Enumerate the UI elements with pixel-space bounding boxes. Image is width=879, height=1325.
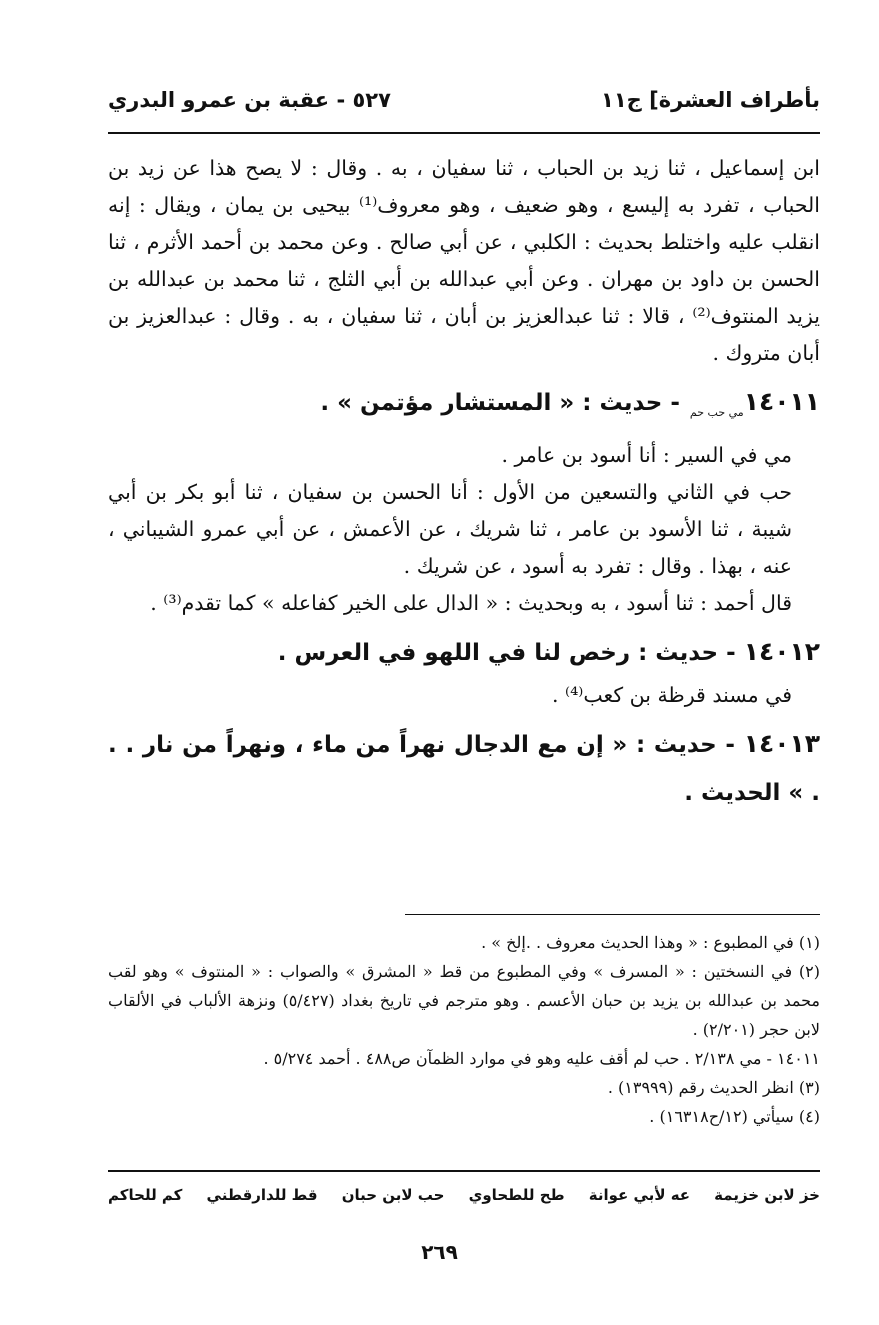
main-text bbox=[108, 150, 820, 817]
hadith-heading-14012 bbox=[108, 628, 820, 677]
hadith-heading-14013 bbox=[108, 720, 820, 817]
hadith-title: - حديث : رخص لنا في اللهو في العرس . bbox=[277, 639, 736, 666]
paragraph-qurza: في مسند قرظة بن كعب⁽⁴⁾ . bbox=[551, 682, 792, 707]
paragraph-isnad-continuation: ابن إسماعيل ، ثنا زيد بن الحباب ، ثنا سفيان ، به . وقال : لا يصح هذا عن زيد بن الحباب ، تفرد به إليسع ، وهو ضعيف ، وهو معروف⁽¹⁾ بيحيى بن يمان ، ويقال : إنه انقلب عليه واختلط بحديث : الكلبي ، عن أبي صالح . وعن محمد بن أحمد الأثرم ، ثنا الحسن بن داود بن مهران . وعن أبي عبدالله بن أبي الثلج ، ثنا محمد بن عبدالله بن يزيد المنتوف⁽²⁾ ، قالا : ثنا عبدالعزيز بن أبان ، ثنا سفيان ، به . وقال : عبدالعزيز بن أبان متروك . bbox=[108, 156, 820, 365]
paragraph-ahmad: قال أحمد : ثنا أسود ، به وبحديث : « الدال على الخير كفاعله » كما تقدم⁽³⁾ . bbox=[150, 590, 792, 615]
legend-item: حب لابن حبان bbox=[341, 1186, 445, 1204]
abbreviation-legend bbox=[108, 1186, 820, 1204]
legend-item: طح للطحاوي bbox=[468, 1186, 565, 1204]
hadith-number: ١٤٠١٣ bbox=[743, 728, 820, 758]
footnotes bbox=[108, 928, 820, 1131]
header-volume: بأطراف العشرة] ج١١ bbox=[601, 88, 820, 112]
footnote-2: (٢) في النسختين : « المسرف » وفي المطبوع من قط « المشرق » والصواب : « المنتوف » وهو لقب محمد بن عبدالله بن يزيد بن حبان الأعسم . وهو مترجم في تاريخ بغداد (٥/٤٢٧) ونزهة الألباب في الألقاب لابن حجر (٢/٢٠١) . bbox=[108, 962, 820, 1039]
legend-item: خز لابن خزيمة bbox=[714, 1186, 820, 1204]
legend-item: عه لأبي عوانة bbox=[588, 1186, 691, 1204]
footnote-4: (٤) سيأتي (١٢/ح١٦٣١٨) . bbox=[649, 1107, 820, 1126]
legend-item: كم للحاكم bbox=[108, 1186, 183, 1204]
hadith-title: - حديث : « المستشار مؤتمن » . bbox=[320, 390, 680, 416]
paragraph-hb: حب في الثاني والتسعين من الأول : أنا الحسن بن سفيان ، ثنا أبو بكر بن أبي شيبة ، ثنا الأسود بن عامر ، ثنا شريك ، عن الأعمش ، عن أبي عمرو الشيباني ، عنه ، بهذا . وقال : تفرد به أسود ، عن شريك . bbox=[108, 479, 792, 578]
hadith-sigla: مي حب حم bbox=[689, 405, 744, 419]
footnote-separator bbox=[405, 914, 820, 915]
header-chapter: ٥٢٧ - عقبة بن عمرو البدري bbox=[108, 88, 391, 112]
footnote-1: (١) في المطبوع : « وهذا الحديث معروف . .إلخ » . bbox=[481, 933, 820, 952]
footnote-3: (٣) انظر الحديث رقم (١٣٩٩٩) . bbox=[607, 1078, 820, 1097]
legend-item: قط للدارقطني bbox=[206, 1186, 318, 1204]
hadith-number: ١٤٠١٢ bbox=[743, 636, 820, 666]
running-header bbox=[108, 78, 820, 122]
hadith-number: ١٤٠١١ bbox=[743, 387, 820, 416]
paragraph-mi: مي في السير : أنا أسود بن عامر . bbox=[501, 442, 792, 467]
footnote-takhrij: ١٤٠١١ - مي ٢/١٣٨ . حب لم أقف عليه وهو في موارد الظمآن ص٤٨٨ . أحمد ٥/٢٧٤ . bbox=[263, 1049, 820, 1068]
legend-rule bbox=[108, 1170, 820, 1172]
header-rule bbox=[108, 132, 820, 134]
hadith-heading-14011 bbox=[108, 378, 820, 437]
hadith-title: - حديث : « إن مع الدجال نهراً من ماء ، ونهراً من نار . . . » الحديث . bbox=[108, 731, 820, 806]
page-number: ٢٦٩ bbox=[421, 1240, 458, 1264]
